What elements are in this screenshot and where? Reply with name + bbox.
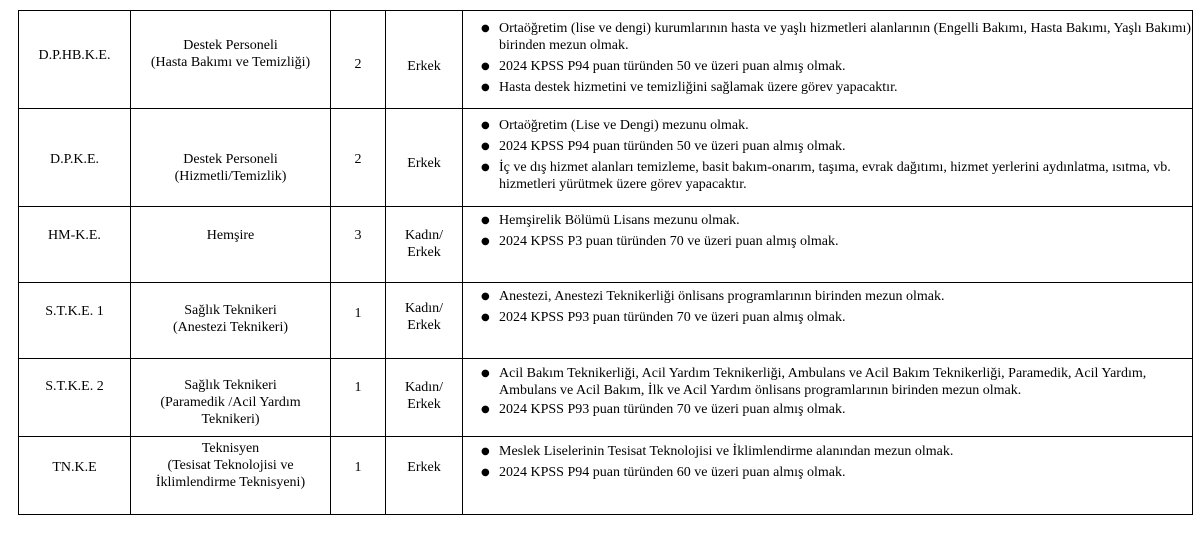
position-title-line: (Tesisat Teknolojisi ve bbox=[167, 458, 294, 473]
bullet-icon: ● bbox=[481, 61, 490, 72]
position-title-line: Destek Personeli bbox=[183, 152, 278, 167]
requirements-list bbox=[463, 283, 1192, 326]
bullet-icon: ● bbox=[481, 236, 490, 247]
position-count-cell bbox=[331, 207, 386, 283]
position-code: TN.K.E bbox=[52, 460, 97, 475]
positions-table bbox=[18, 10, 1193, 515]
bullet-icon: ● bbox=[481, 404, 490, 415]
gender-line: Kadın/ bbox=[404, 301, 444, 316]
requirements-list bbox=[463, 359, 1192, 418]
bullet-icon: ● bbox=[481, 82, 490, 93]
position-title-cell bbox=[131, 207, 331, 283]
bullet-icon: ● bbox=[481, 141, 490, 152]
position-title-line: Teknisyen bbox=[201, 441, 260, 456]
position-title-line: Destek Personeli bbox=[183, 38, 278, 53]
gender-line: Erkek bbox=[407, 460, 441, 475]
position-code: D.P.K.E. bbox=[49, 152, 99, 167]
position-title-line: Sağlık Teknikeri bbox=[184, 303, 277, 318]
requirements-cell bbox=[463, 11, 1193, 109]
requirements-list bbox=[463, 207, 1192, 250]
gender-cell bbox=[386, 359, 463, 437]
position-title-line: İklimlendirme Teknisyeni) bbox=[155, 475, 306, 490]
position-code: HM-K.E. bbox=[48, 228, 101, 243]
gender-line: Erkek bbox=[407, 245, 441, 260]
bullet-icon: ● bbox=[481, 368, 490, 379]
gender-line: Erkek bbox=[407, 318, 441, 333]
position-count: 1 bbox=[354, 306, 362, 321]
table-row bbox=[19, 283, 1193, 359]
position-code: S.T.K.E. 2 bbox=[45, 379, 104, 394]
gender-line: Kadın/ bbox=[404, 228, 444, 243]
requirements-cell bbox=[463, 359, 1193, 437]
requirement-item: ● Ortaöğretim (Lise ve Dengi) mezunu olmak. bbox=[481, 118, 749, 133]
requirement-item: ● 2024 KPSS P94 puan türünden 50 ve üzeri puan almış olmak. bbox=[481, 139, 846, 154]
gender-line: Erkek bbox=[407, 59, 441, 74]
gender-cell bbox=[386, 207, 463, 283]
bullet-icon: ● bbox=[481, 120, 490, 131]
position-count: 1 bbox=[354, 380, 362, 395]
requirements-list bbox=[463, 437, 1192, 481]
requirement-item: ● 2024 KPSS P93 puan türünden 70 ve üzeri puan almış olmak. bbox=[481, 402, 846, 417]
gender-cell bbox=[386, 109, 463, 207]
bullet-icon: ● bbox=[481, 291, 490, 302]
requirements-list bbox=[463, 11, 1192, 96]
table-row bbox=[19, 11, 1193, 109]
requirement-item: ● Hemşirelik Bölümü Lisans mezunu olmak. bbox=[481, 213, 740, 228]
position-title-line: Sağlık Teknikeri bbox=[184, 378, 277, 393]
table-row bbox=[19, 109, 1193, 207]
position-title-cell bbox=[131, 283, 331, 359]
position-count-cell bbox=[331, 359, 386, 437]
position-title-line: (Paramedik /Acil Yardım bbox=[160, 395, 301, 410]
gender-cell bbox=[386, 283, 463, 359]
requirement-item: ● Hasta destek hizmetini ve temizliğini sağlamak üzere görev yapacaktır. bbox=[481, 80, 898, 95]
bullet-icon: ● bbox=[481, 312, 490, 323]
bullet-icon: ● bbox=[481, 162, 490, 173]
requirement-item: ● 2024 KPSS P94 puan türünden 60 ve üzeri puan almış olmak. bbox=[481, 465, 846, 480]
position-code-cell bbox=[19, 207, 131, 283]
position-code-cell bbox=[19, 109, 131, 207]
requirement-item: ● Meslek Liselerinin Tesisat Teknolojisi ve İklimlendirme alanından mezun olmak. bbox=[481, 444, 954, 459]
gender-line: Kadın/ bbox=[404, 380, 444, 395]
position-title-cell bbox=[131, 11, 331, 109]
position-code-cell bbox=[19, 437, 131, 515]
position-title-line: (Hizmetli/Temizlik) bbox=[174, 169, 287, 184]
requirement-item: ● 2024 KPSS P94 puan türünden 50 ve üzeri puan almış olmak. bbox=[481, 59, 846, 74]
requirements-cell bbox=[463, 109, 1193, 207]
requirements-cell bbox=[463, 207, 1193, 283]
requirements-cell bbox=[463, 437, 1193, 515]
position-count-cell bbox=[331, 109, 386, 207]
requirement-item: ● Acil Bakım Teknikerliği, Acil Yardım Teknikerliği, Ambulans ve Acil Bakım Teknikerliği, Paramedik, Acil Yardım, Ambulans ve Acil Bakım, İlk ve Acil Yardım önlisans programlarının birinden mezun olmak. bbox=[481, 366, 1147, 398]
requirement-item: ● İç ve dış hizmet alanları temizleme, basit bakım-onarım, taşıma, evrak dağıtımı, hizmet yerlerini aydınlatma, ısıtma, vb. hizmetleri yürütmek üzere görev yapacaktır. bbox=[481, 160, 1171, 192]
document-page bbox=[18, 10, 1192, 517]
bullet-icon: ● bbox=[481, 446, 490, 457]
bullet-icon: ● bbox=[481, 467, 490, 478]
position-count: 2 bbox=[354, 152, 362, 167]
position-code-cell bbox=[19, 359, 131, 437]
bullet-icon: ● bbox=[481, 23, 490, 34]
gender-line: Erkek bbox=[407, 397, 441, 412]
requirement-item: ● 2024 KPSS P3 puan türünden 70 ve üzeri puan almış olmak. bbox=[481, 234, 839, 249]
requirements-cell bbox=[463, 283, 1193, 359]
bullet-icon: ● bbox=[481, 215, 490, 226]
position-title-cell bbox=[131, 359, 331, 437]
position-count-cell bbox=[331, 437, 386, 515]
position-count: 2 bbox=[354, 57, 362, 72]
table-row bbox=[19, 207, 1193, 283]
gender-line: Erkek bbox=[407, 156, 441, 171]
position-count: 1 bbox=[354, 460, 362, 475]
position-title-cell bbox=[131, 109, 331, 207]
gender-cell bbox=[386, 11, 463, 109]
table-row bbox=[19, 437, 1193, 515]
table-row bbox=[19, 359, 1193, 437]
position-title-line: (Anestezi Teknikeri) bbox=[173, 320, 288, 335]
position-title-line: Teknikeri) bbox=[201, 412, 260, 427]
gender-cell bbox=[386, 437, 463, 515]
position-code: D.P.HB.K.E. bbox=[38, 48, 111, 63]
position-title-line: Hemşire bbox=[206, 228, 255, 243]
position-code-cell bbox=[19, 11, 131, 109]
position-count: 3 bbox=[354, 228, 362, 243]
requirement-item: ● Anestezi, Anestezi Teknikerliği önlisans programlarının birinden mezun olmak. bbox=[481, 289, 945, 304]
position-count-cell bbox=[331, 283, 386, 359]
requirement-item: ● Ortaöğretim (lise ve dengi) kurumlarının hasta ve yaşlı hizmetleri alanlarının (Engelli Bakımı, Hasta Bakımı, Yaşlı Bakımı) birinden mezun olmak. bbox=[481, 21, 1192, 53]
position-code-cell bbox=[19, 283, 131, 359]
position-code: S.T.K.E. 1 bbox=[45, 304, 104, 319]
position-title-line: (Hasta Bakımı ve Temizliği) bbox=[150, 55, 311, 70]
position-count-cell bbox=[331, 11, 386, 109]
requirement-item: ● 2024 KPSS P93 puan türünden 70 ve üzeri puan almış olmak. bbox=[481, 310, 846, 325]
position-title-cell bbox=[131, 437, 331, 515]
requirements-list bbox=[463, 109, 1192, 193]
